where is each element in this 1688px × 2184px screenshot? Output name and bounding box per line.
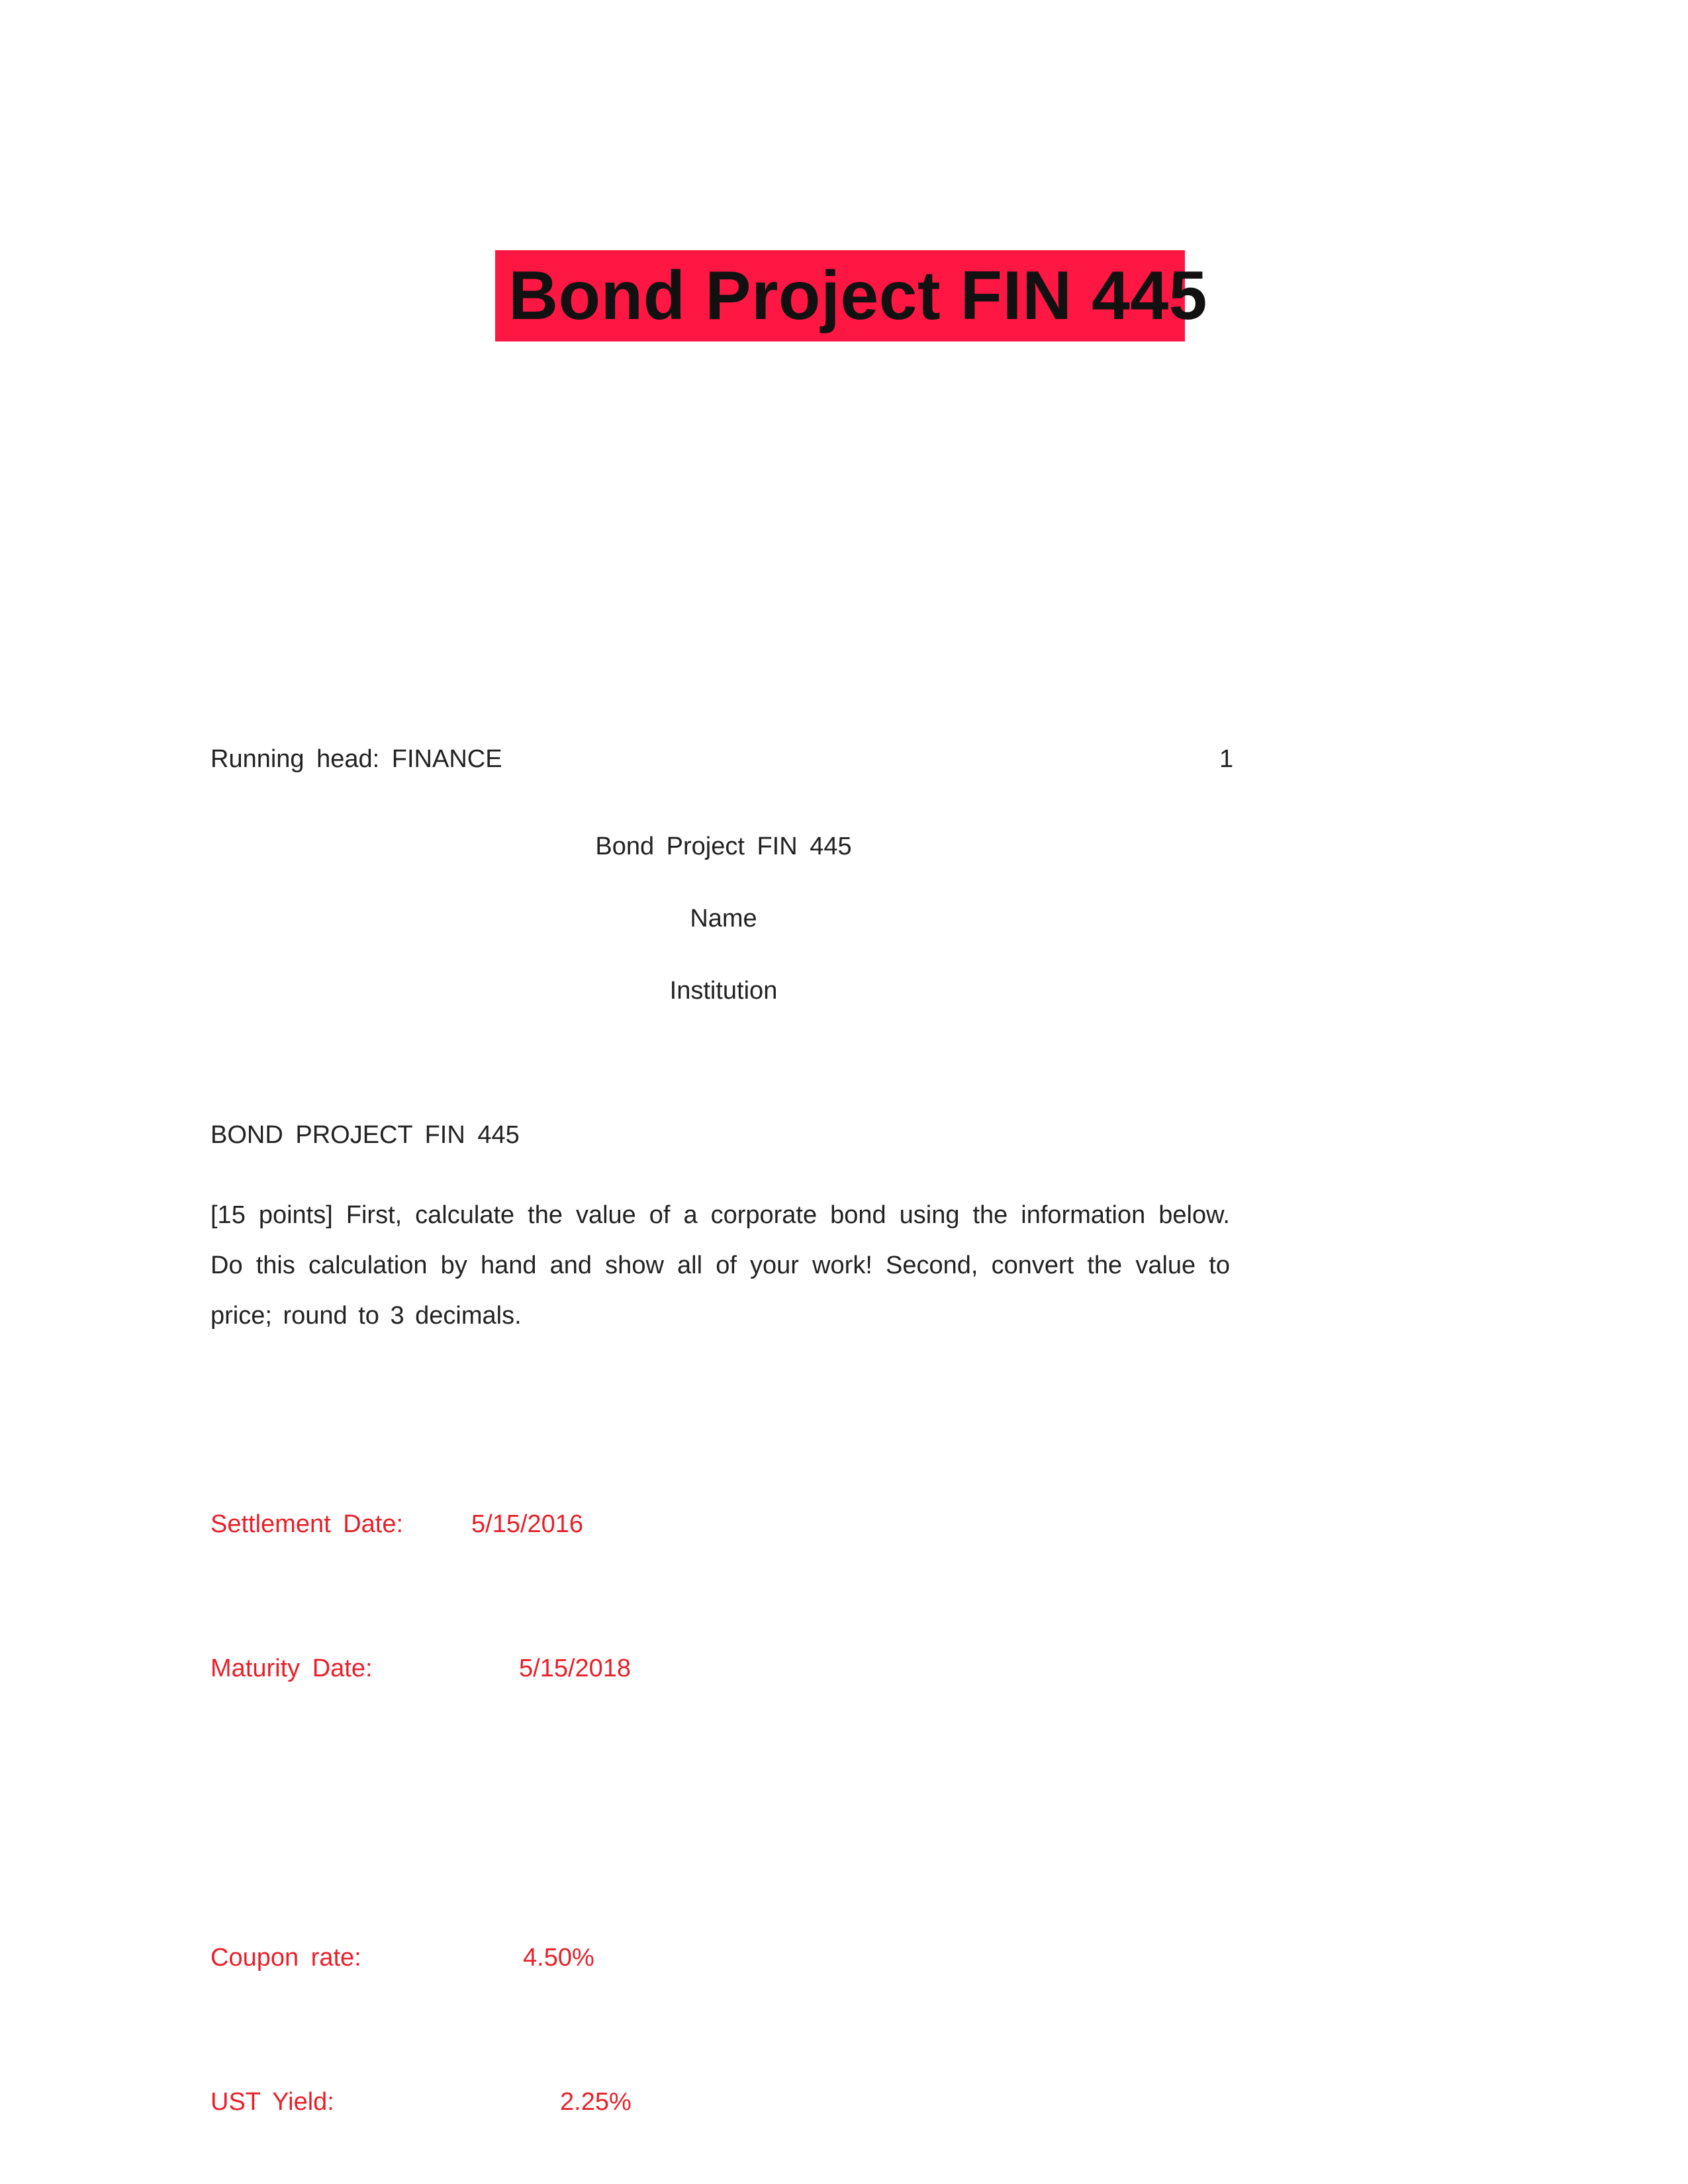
page-number: 1 xyxy=(1219,745,1234,773)
banner-title: Bond Project FIN 445 xyxy=(508,257,1207,334)
running-head: Running head: FINANCE xyxy=(211,745,502,773)
ust-yield-label: UST Yield: xyxy=(211,2088,334,2116)
maturity-date-label: Maturity Date: xyxy=(211,1655,373,1682)
coupon-rate-label: Coupon rate: xyxy=(211,1944,361,1972)
settlement-date-value: 5/15/2016 xyxy=(471,1510,584,1538)
institution-name: Institution xyxy=(669,977,778,1005)
title-banner xyxy=(495,250,1207,341)
ust-yield-value: 2.25% xyxy=(560,2088,632,2116)
document-title: Bond Project FIN 445 xyxy=(595,833,852,860)
instructions-paragraph: [15 points] First, calculate the value of a corporate bond using the information below. Do this calculation by hand and show all of your work! Second, convert the value to price; round to 3 decimals. xyxy=(211,1201,1230,1330)
coupon-rate-value: 4.50% xyxy=(523,1944,594,1972)
section-heading: BOND PROJECT FIN 445 xyxy=(211,1121,520,1149)
author-name: Name xyxy=(690,905,757,933)
maturity-date-value: 5/15/2018 xyxy=(519,1655,632,1682)
settlement-date-label: Settlement Date: xyxy=(211,1510,404,1538)
